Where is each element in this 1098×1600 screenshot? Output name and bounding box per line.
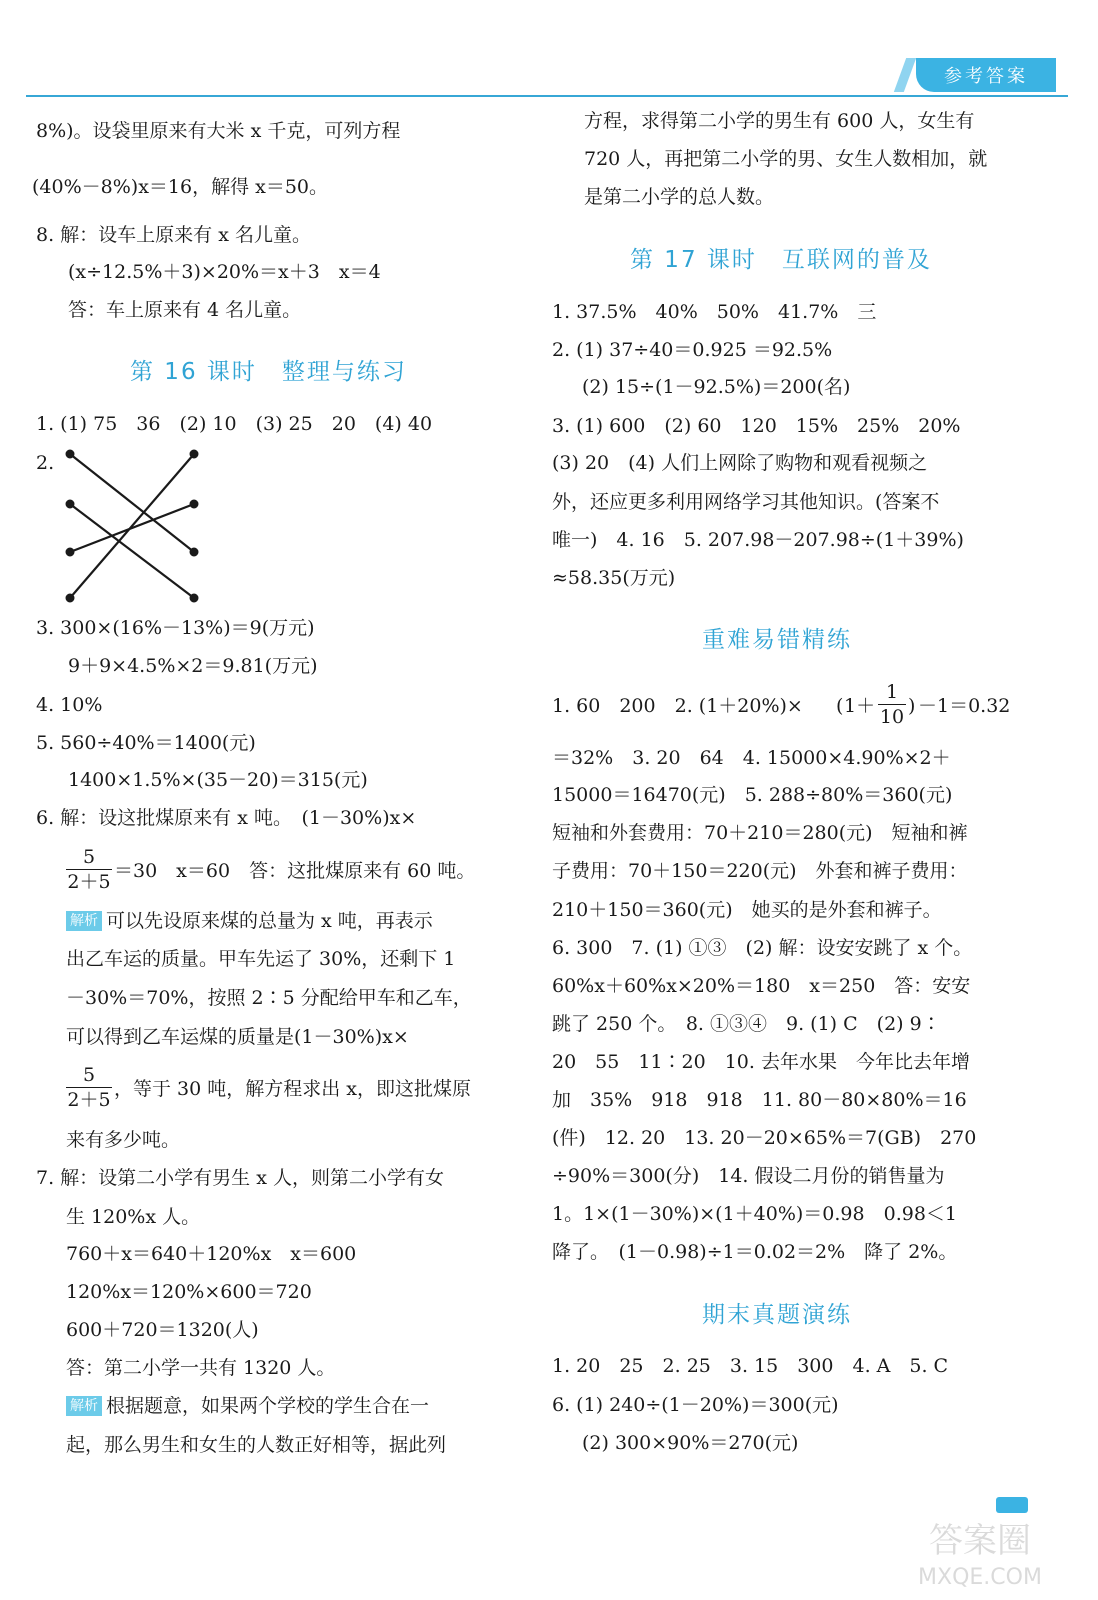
question-1: 1. (1) 75 36 (2) 10 (3) 25 20 (4) 40 bbox=[36, 413, 433, 435]
text-line: －1＝0.32 bbox=[918, 695, 1011, 717]
text-line: 1400×1.5%×(35－20)＝315(元) bbox=[68, 769, 368, 791]
connector-line bbox=[70, 454, 194, 598]
connector-line bbox=[70, 504, 194, 598]
watermark-logo-text: 答案圈 bbox=[929, 1521, 1031, 1561]
text-line: 20 55 11∶20 10. 去年水果 今年比去年增 bbox=[552, 1051, 970, 1073]
question-8: 8. 解：设车上原来有 x 名儿童。 bbox=[36, 224, 311, 246]
question-3: 3. (1) 600 (2) 60 120 15% 25% 20% bbox=[552, 415, 961, 437]
text-line: 1. 20 25 2. 25 3. 15 300 4. A 5. C bbox=[552, 1355, 949, 1377]
text-line: 生 120%x 人。 bbox=[66, 1206, 201, 1228]
text-line: 15000＝16470(元) 5. 288÷80%＝360(元) bbox=[552, 784, 953, 806]
mixed-number-paren: ) bbox=[908, 695, 916, 717]
text-line: ＝32% 3. 20 64 4. 15000×4.90%×2＋ bbox=[552, 747, 951, 769]
text-line: 短袖和外套费用：70＋210＝280(元) 短袖和裤 bbox=[552, 822, 968, 844]
fraction-denominator: 2＋5 bbox=[67, 1089, 111, 1111]
explanation-line bbox=[66, 908, 433, 934]
text-line: 1。1×(1－30%)×(1＋40%)＝0.98 0.98＜1 bbox=[552, 1203, 958, 1225]
matching-lines-diagram bbox=[64, 448, 204, 608]
explanation-tag: 解析 bbox=[66, 1396, 102, 1416]
tab-decoration bbox=[894, 58, 916, 92]
dot bbox=[67, 501, 74, 508]
text-line: (x÷12.5%＋3)×20%＝x＋3 x＝4 bbox=[68, 261, 381, 283]
reference-answers-tab: 参考答案 bbox=[916, 58, 1056, 92]
text-line: 答：第二小学一共有 1320 人。 bbox=[66, 1357, 336, 1379]
text-line: 60%x＋60%x×20%＝180 x＝250 答：安安 bbox=[552, 975, 971, 997]
text-line: 600＋720＝1320(人) bbox=[66, 1319, 259, 1341]
explanation-line: 可以得到乙车运煤的质量是(1－30%)x× bbox=[66, 1026, 409, 1048]
dot bbox=[191, 595, 198, 602]
text-line: 1. 60 200 2. (1＋20%)× bbox=[552, 695, 803, 717]
text-line: (件) 12. 20 13. 20－20×65%＝7(GB) 270 bbox=[552, 1127, 977, 1149]
question-2: 2. (1) 37÷40＝0.925 ＝92.5% bbox=[552, 339, 833, 361]
text-line: 6. 300 7. (1) ①③ (2) 解：设安安跳了 x 个。 bbox=[552, 937, 973, 959]
text-line: 120%x＝120%×600＝720 bbox=[66, 1281, 312, 1303]
fraction-numerator: 1 bbox=[878, 680, 906, 705]
explanation-line: －30%＝70%，按照 2∶5 分配给甲车和乙车， bbox=[66, 987, 472, 1009]
explanation-tag: 解析 bbox=[66, 911, 102, 931]
text-line: 唯一) 4. 16 5. 207.98－207.98÷(1＋39%) bbox=[552, 529, 964, 551]
dot bbox=[191, 451, 198, 458]
text-line: 降了。 (1－0.98)÷1＝0.02＝2% 降了 2%。 bbox=[552, 1241, 958, 1263]
dot bbox=[67, 549, 74, 556]
text-line: ÷90%＝300(分) 14. 假设二月份的销售量为 bbox=[552, 1165, 945, 1187]
explanation-line: ，等于 30 吨，解方程求出 x，即这批煤原 bbox=[114, 1078, 472, 1100]
text-line: ≈58.35(万元) bbox=[552, 567, 676, 589]
mixed-number-whole: 1＋ bbox=[844, 695, 876, 717]
fraction-denominator: 2＋5 bbox=[67, 871, 111, 893]
text-line: 720 人，再把第二小学的男、女生人数相加，就 bbox=[584, 148, 988, 170]
text-line: 跳了 250 个。 8. ①③④ 9. (1) C (2) 9∶ bbox=[552, 1013, 941, 1035]
explanation-line: 出乙车运的质量。甲车先运了 30%，还剩下 1 bbox=[66, 948, 456, 970]
text-line: (2) 15÷(1－92.5%)＝200(名) bbox=[582, 376, 851, 398]
watermark-url: MXQE.COM bbox=[918, 1565, 1042, 1590]
watermark-logo bbox=[900, 1512, 1060, 1592]
question-6: 6. 解：设这批煤原来有 x 吨。 (1－30%)x× bbox=[36, 807, 417, 829]
text-line: 8%)。设袋里原来有大米 x 千克，可列方程 bbox=[36, 120, 401, 142]
section-title-lesson-17: 第 17 课时 互联网的普及 bbox=[630, 247, 932, 273]
fraction-numerator: 5 bbox=[66, 845, 112, 870]
text-line: (40%－8%)x＝16，解得 x＝50。 bbox=[32, 176, 329, 198]
text-line: 是第二小学的总人数。 bbox=[584, 186, 775, 208]
dot bbox=[191, 501, 198, 508]
section-title-key-practice: 重难易错精练 bbox=[702, 627, 852, 653]
connector-line bbox=[70, 454, 194, 552]
fraction bbox=[66, 845, 112, 894]
section-title-final-exam-practice: 期末真题演练 bbox=[702, 1302, 852, 1328]
fraction-numerator: 5 bbox=[66, 1063, 112, 1088]
question-2: 2. bbox=[36, 452, 55, 474]
section-title-lesson-16: 第 16 课时 整理与练习 bbox=[130, 359, 407, 385]
text-line: ＝30 x＝60 答：这批煤原来有 60 吨。 bbox=[114, 860, 476, 882]
text-line: 210＋150＝360(元) 她买的是外套和裤子。 bbox=[552, 899, 942, 921]
explanation-line bbox=[66, 1393, 429, 1419]
connector-line bbox=[70, 504, 194, 552]
text-line: 760＋x＝640＋120%x x＝600 bbox=[66, 1243, 357, 1265]
text-line: 方程，求得第二小学的男生有 600 人，女生有 bbox=[584, 110, 975, 132]
explanation-text: 可以先设原来煤的总量为 x 吨，再表示 bbox=[106, 910, 433, 932]
dot bbox=[67, 451, 74, 458]
header-rule bbox=[26, 95, 1068, 97]
question-4: 4. 10% bbox=[36, 694, 103, 716]
dot bbox=[67, 595, 74, 602]
dot bbox=[191, 549, 198, 556]
fraction-denominator: 10 bbox=[879, 706, 905, 728]
text-line: 9＋9×4.5%×2＝9.81(万元) bbox=[68, 655, 318, 677]
text-line: 子费用：70＋150＝220(元) 外套和裤子费用： bbox=[552, 860, 968, 882]
fraction bbox=[66, 1063, 112, 1112]
question-5: 5. 560÷40%＝1400(元) bbox=[36, 732, 256, 754]
text-line: 加 35% 918 918 11. 80－80×80%＝16 bbox=[552, 1089, 967, 1111]
question-3: 3. 300×(16%－13%)＝9(万元) bbox=[36, 617, 315, 639]
explanation-text: 根据题意，如果两个学校的学生合在一 bbox=[106, 1395, 430, 1417]
text-line: 外，还应更多利用网络学习其他知识。(答案不 bbox=[552, 491, 940, 513]
explanation-line: 来有多少吨。 bbox=[66, 1129, 181, 1151]
fraction bbox=[878, 680, 906, 729]
text-line: (3) 20 (4) 人们上网除了购物和观看视频之 bbox=[552, 452, 928, 474]
text-line: 答：车上原来有 4 名儿童。 bbox=[68, 299, 302, 321]
explanation-line: 起，那么男生和女生的人数正好相等，据此列 bbox=[66, 1434, 447, 1456]
question-1: 1. 37.5% 40% 50% 41.7% 三 bbox=[552, 301, 877, 323]
question-7: 7. 解：设第二小学有男生 x 人，则第二小学有女 bbox=[36, 1167, 444, 1189]
text-line: (2) 300×90%＝270(元) bbox=[582, 1432, 799, 1454]
page-number-badge bbox=[996, 1497, 1028, 1513]
question-6: 6. (1) 240÷(1－20%)＝300(元) bbox=[552, 1394, 839, 1416]
mixed-number-paren: ( bbox=[836, 695, 844, 717]
